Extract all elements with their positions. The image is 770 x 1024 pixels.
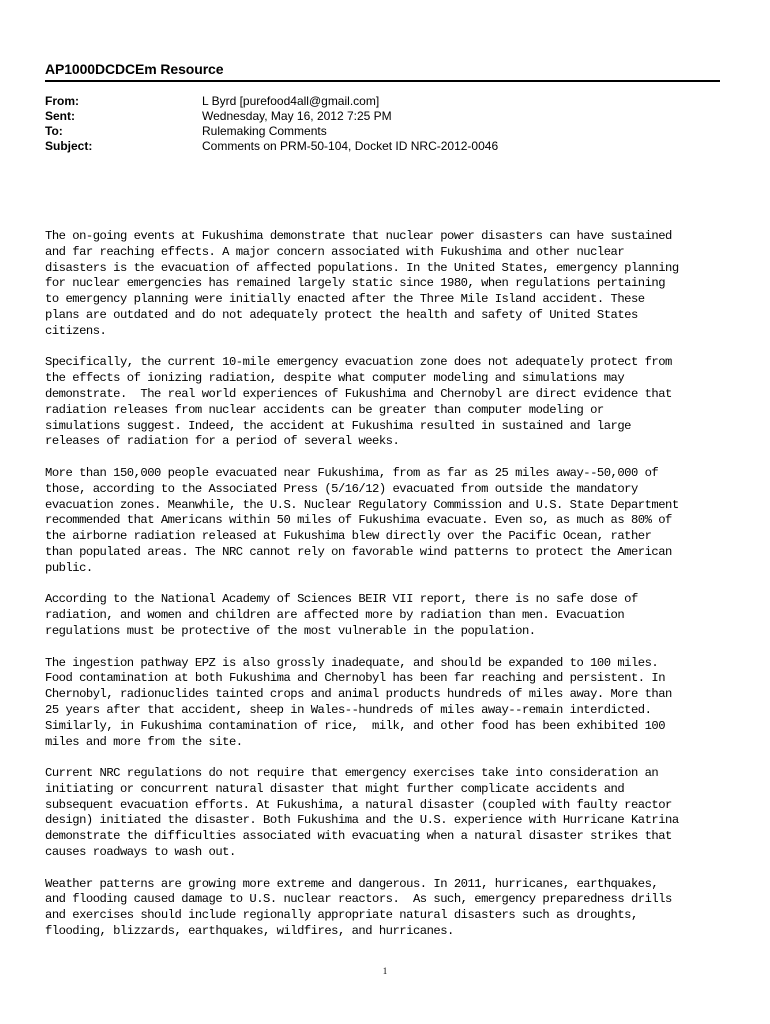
paragraph-line: Specifically, the current 10-mile emergency evacuation zone does not adequately protect from	[45, 355, 672, 370]
paragraph-line: to emergency planning were initially enacted after the Three Mile Island accident. These	[45, 292, 645, 307]
paragraph-line: The on-going events at Fukushima demonstrate that nuclear power disasters can have sustained	[45, 229, 672, 243]
sent-label: Sent:	[45, 109, 75, 123]
header-row-to	[45, 124, 720, 139]
to-label: To:	[45, 124, 63, 138]
header-row-subject	[45, 139, 720, 154]
page-number: 1	[382, 966, 388, 976]
body-paragraph	[45, 229, 725, 340]
paragraph-line: The ingestion pathway EPZ is also grossly inadequate, and should be expanded to 100 miles.	[45, 655, 659, 670]
paragraph-line: subsequent evacuation efforts. At Fukushima, a natural disaster (coupled with faulty reactor	[45, 797, 672, 812]
email-header	[45, 94, 720, 154]
paragraph-line: radiation, and women and children are affected more by radiation than men. Evacuation	[45, 608, 625, 623]
title-divider	[45, 80, 720, 82]
paragraph-line: demonstrate. The real world experiences of Fukushima and Chernobyl are direct evidence that	[45, 386, 672, 401]
paragraph-line: causes roadways to wash out.	[45, 845, 236, 860]
to-value: Rulemaking Comments	[202, 124, 327, 138]
paragraph-line: simulations suggest. Indeed, the accident at Fukushima resulted in sustained and large	[45, 418, 631, 433]
paragraph-line: and far reaching effects. A major concern associated with Fukushima and other nuclear	[45, 244, 625, 259]
paragraph-line: those, according to the Associated Press (5/16/12) evacuated from outside the mandatory	[45, 481, 638, 496]
paragraph-line: 25 years after that accident, sheep in Wales--hundreds of miles away--remain interdicted.	[45, 702, 652, 717]
subject-value: Comments on PRM-50-104, Docket ID NRC-2012-0046	[202, 139, 499, 153]
paragraph-line: plans are outdated and do not adequately protect the health and safety of United States	[45, 307, 638, 322]
paragraph-line: recommended that Americans within 50 miles of Fukushima evacuate. Even so, as much as 80% of	[45, 513, 672, 528]
paragraph-line: miles and more from the site.	[45, 734, 243, 749]
email-body	[45, 229, 725, 956]
paragraph-line: releases of radiation for a period of several weeks.	[45, 434, 400, 449]
paragraph-line: citizens.	[45, 323, 107, 338]
body-paragraph	[45, 656, 725, 751]
paragraph-line: Chernobyl, radionuclides tainted crops and animal products hundreds of miles away. More than	[45, 687, 672, 702]
paragraph-line: flooding, blizzards, earthquakes, wildfires, and hurricanes.	[45, 924, 454, 939]
paragraph-line: According to the National Academy of Sciences BEIR VII report, there is no safe dose of	[45, 592, 638, 607]
sent-value: Wednesday, May 16, 2012 7:25 PM	[202, 109, 392, 123]
paragraph-line: the effects of ionizing radiation, despite what computer modeling and simulations may	[45, 371, 625, 386]
paragraph-line: Weather patterns are growing more extreme and dangerous. In 2011, hurricanes, earthquakes,	[45, 876, 659, 891]
from-value: L Byrd [purefood4all@gmail.com]	[202, 94, 380, 108]
paragraph-line: the airborne radiation released at Fukushima blew directly over the Pacific Ocean, rather	[45, 529, 652, 544]
subject-label: Subject:	[45, 139, 93, 153]
body-paragraph	[45, 466, 725, 577]
document-title: AP1000DCDCEm Resource	[45, 61, 224, 77]
paragraph-line: public.	[45, 560, 93, 575]
body-paragraph	[45, 766, 725, 861]
body-paragraph	[45, 877, 725, 940]
header-row-sent	[45, 109, 720, 124]
paragraph-line: disasters is the evacuation of affected populations. In the United States, emergency planning	[45, 260, 679, 275]
paragraph-line: radiation releases from nuclear accidents can be greater than computer modeling or	[45, 402, 604, 417]
body-paragraph	[45, 592, 725, 639]
paragraph-line: initiating or concurrent natural disaster that might further complicate accidents and	[45, 781, 625, 796]
paragraph-line: demonstrate the difficulties associated with evacuating when a natural disaster strikes that	[45, 829, 672, 844]
paragraph-line: for nuclear emergencies has remained largely static since 1980, when regulations pertaining	[45, 276, 666, 291]
paragraph-line: and exercises should include regionally appropriate natural disasters such as droughts,	[45, 908, 638, 923]
body-paragraph	[45, 355, 725, 450]
header-row-from	[45, 94, 720, 109]
paragraph-line: Food contamination at both Fukushima and Chernobyl has been far reaching and persistent. In	[45, 671, 666, 686]
paragraph-line: and flooding caused damage to U.S. nuclear reactors. As such, emergency preparedness drills	[45, 892, 672, 907]
paragraph-line: More than 150,000 people evacuated near Fukushima, from as far as 25 miles away--50,000 of	[45, 465, 659, 480]
paragraph-line: evacuation zones. Meanwhile, the U.S. Nuclear Regulatory Commission and U.S. State Department	[45, 497, 679, 512]
paragraph-line: regulations must be protective of the most vulnerable in the population.	[45, 623, 536, 638]
paragraph-line: than populated areas. The NRC cannot rely on favorable wind patterns to protect the American	[45, 544, 672, 559]
paragraph-line: Current NRC regulations do not require that emergency exercises take into consideration an	[45, 766, 659, 781]
from-label: From:	[45, 94, 79, 108]
paragraph-line: Similarly, in Fukushima contamination of rice, milk, and other food has been exhibited 100	[45, 718, 666, 733]
paragraph-line: design) initiated the disaster. Both Fukushima and the U.S. experience with Hurricane Katrina	[45, 813, 679, 828]
